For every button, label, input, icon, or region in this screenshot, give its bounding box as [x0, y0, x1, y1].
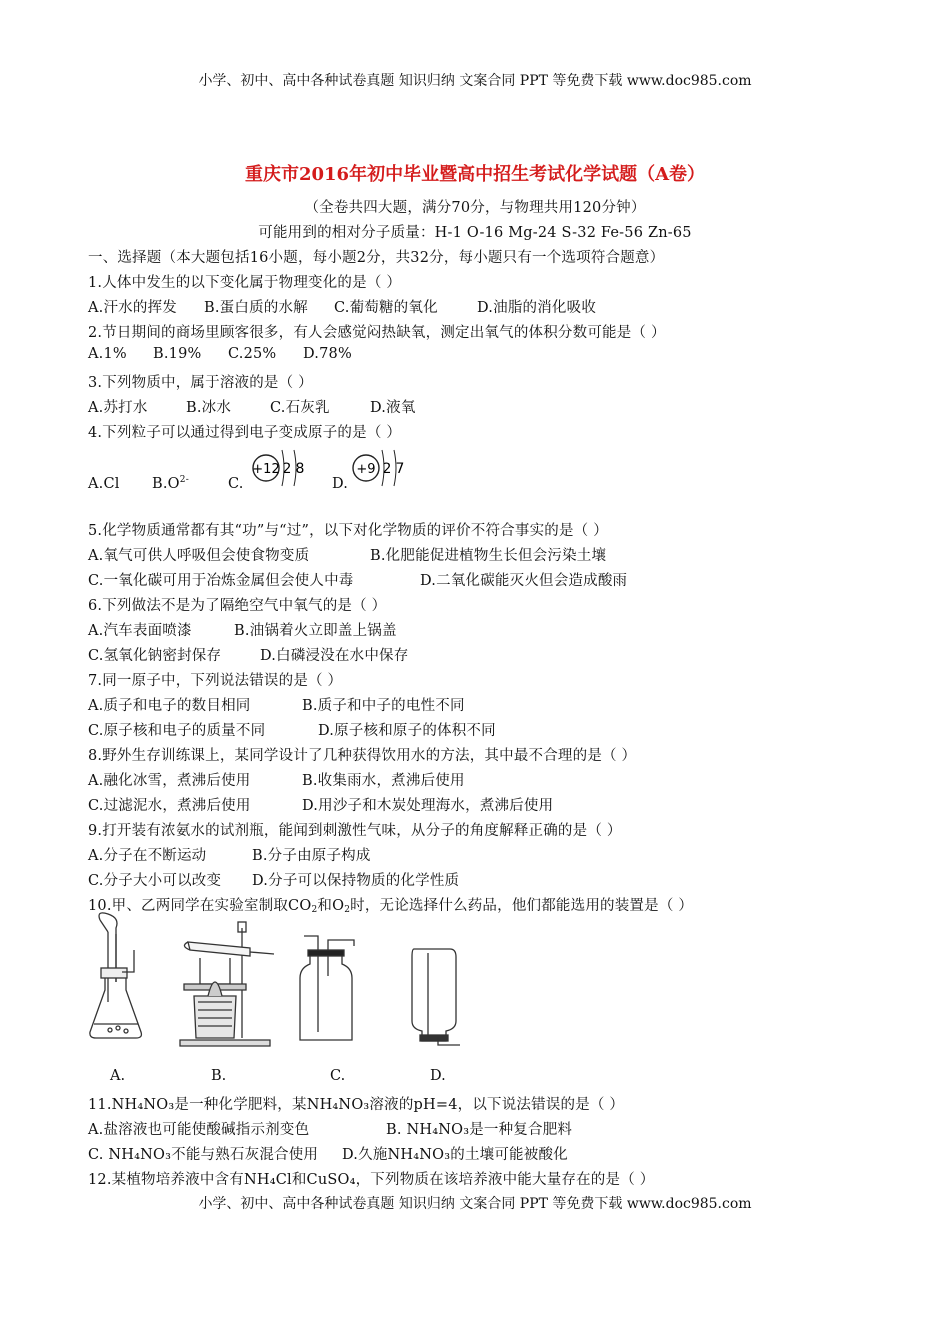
- q5-stem: 5.化学物质通常都有其“功”与“过”，以下对化学物质的评价不符合事实的是（ ）: [88, 523, 608, 539]
- q11-option-c[interactable]: C. NH₄NO₃不能与熟石灰混合使用: [88, 1147, 319, 1163]
- q6-options-row2: [88, 644, 408, 665]
- q10-stem-post: 时，无论选择什么药品，他们都能选用的装置是（ ）: [350, 898, 694, 914]
- q1-options: [88, 296, 596, 317]
- q9-option-b[interactable]: B.分子由原子构成: [252, 848, 371, 864]
- q1-option-d[interactable]: D.油脂的消化吸收: [477, 300, 597, 316]
- q3-options: [88, 396, 416, 417]
- q9-options-row2: [88, 869, 459, 890]
- q3-option-c[interactable]: C.石灰乳: [270, 400, 330, 416]
- q3-option-a[interactable]: A.苏打水: [88, 400, 148, 416]
- q3-option-d[interactable]: D.液氧: [370, 400, 416, 416]
- q4-option-d[interactable]: D.: [332, 475, 349, 492]
- q2-option-b[interactable]: B.19%: [153, 346, 202, 362]
- q1-option-a[interactable]: A.汗水的挥发: [88, 300, 177, 316]
- q7-options-row1: [88, 694, 465, 715]
- q11-option-b[interactable]: B. NH₄NO₃是一种复合肥料: [386, 1122, 573, 1138]
- q10-stem-mid: 和O: [317, 898, 345, 914]
- atom-c-shell2: 8: [295, 461, 305, 477]
- q2-option-c[interactable]: C.25%: [228, 346, 277, 362]
- q11-option-d[interactable]: D.久施NH₄NO₃的土壤可能被酸化: [342, 1147, 568, 1163]
- q5-options-row2: [88, 569, 627, 590]
- q10-option-a[interactable]: A.: [110, 1068, 126, 1084]
- q7-options-row2: [88, 719, 496, 740]
- subtitle: （全卷共四大题，满分70分，与物理共用120分钟）: [304, 200, 646, 216]
- page-title: 重庆市2016年初中毕业暨高中招生考试化学试题（A卷）: [244, 164, 706, 185]
- apparatus-c-icon: [296, 932, 366, 1047]
- q10-sub-o2: 2: [344, 905, 351, 915]
- q2-option-d[interactable]: D.78%: [303, 346, 352, 362]
- q6-options-row1: [88, 619, 397, 640]
- q2-stem: 2.节日期间的商场里顾客很多，有人会感觉闷热缺氧，测定出氧气的体积分数可能是（ ）: [88, 325, 666, 341]
- q7-option-b[interactable]: B.质子和中子的电性不同: [302, 698, 465, 714]
- q11-options-row2: [88, 1143, 568, 1164]
- q9-option-d[interactable]: D.分子可以保持物质的化学性质: [252, 873, 460, 889]
- q9-option-c[interactable]: C.分子大小可以改变: [88, 873, 222, 889]
- q7-stem: 7.同一原子中，下列说法错误的是（ ）: [88, 673, 343, 689]
- q7-option-d[interactable]: D.原子核和原子的体积不同: [318, 723, 496, 739]
- q5-option-a[interactable]: A.氧气可供人呼吸但会使食物变质: [88, 548, 310, 564]
- q6-option-b[interactable]: B.油锅着火立即盖上锅盖: [234, 623, 397, 639]
- q8-option-a[interactable]: A.融化冰雪，煮沸后使用: [88, 773, 251, 789]
- section-heading: 一、选择题（本大题包括16小题，每小题2分，共32分，每小题只有一个选项符合题意）: [88, 250, 665, 266]
- q9-option-a[interactable]: A.分子在不断运动: [88, 848, 207, 864]
- q6-option-d[interactable]: D.白磷浸没在水中保存: [260, 648, 409, 664]
- q5-option-b[interactable]: B.化肥能促进植物生长但会污染土壤: [370, 548, 607, 564]
- q10-sub-co2: 2: [311, 905, 318, 915]
- atomic-masses: 可能用到的相对分子质量：H-1 O-16 Mg-24 S-32 Fe-56 Zn-65: [258, 225, 692, 241]
- q11-stem: 11.NH₄NO₃是一种化学肥料，某NH₄NO₃溶液的pH=4，以下说法错误的是（ ）: [88, 1097, 625, 1113]
- q1-option-c[interactable]: C.葡萄糖的氧化: [334, 300, 438, 316]
- q5-option-c[interactable]: C.一氧化碳可用于冶炼金属但会使人中毒: [88, 573, 354, 589]
- q9-stem: 9.打开装有浓氨水的试剂瓶，能闻到刺激性气味，从分子的角度解释正确的是（ ）: [88, 823, 622, 839]
- q6-option-a[interactable]: A.汽车表面喷漆: [88, 623, 192, 639]
- q8-options-row1: [88, 769, 465, 790]
- atom-structure-c-icon: [250, 442, 310, 490]
- q8-options-row2: [88, 794, 553, 815]
- q4-option-a[interactable]: A.Cl: [88, 475, 120, 492]
- q4-option-c[interactable]: C.: [228, 475, 244, 492]
- q4-option-b[interactable]: [152, 475, 228, 492]
- q3-option-b[interactable]: B.冰水: [186, 400, 232, 416]
- atom-d-nucleus: +9: [356, 462, 376, 477]
- atom-d-shell1: 2: [382, 461, 392, 477]
- q1-option-b[interactable]: B.蛋白质的水解: [204, 300, 308, 316]
- q6-option-c[interactable]: C.氢氧化钠密封保存: [88, 648, 222, 664]
- atom-c-nucleus: +12: [252, 462, 280, 477]
- apparatus-a-icon: [86, 912, 166, 1047]
- q4-option-b-charge: 2-: [179, 475, 189, 485]
- q8-stem: 8.野外生存训练课上，某同学设计了几种获得饮用水的方法，其中最不合理的是（ ）: [88, 748, 637, 764]
- page-header: 小学、初中、高中各种试卷真题 知识归纳 文案合同 PPT 等免费下载 www.doc985.com: [198, 73, 752, 89]
- q12-stem: 12.某植物培养液中含有NH₄Cl和CuSO₄，下列物质在该培养液中能大量存在的是（ ）: [88, 1172, 655, 1188]
- atom-structure-d-icon: [350, 442, 410, 490]
- q11-option-a[interactable]: A.盐溶液也可能使酸碱指示剂变色: [88, 1122, 310, 1138]
- q10-option-c[interactable]: C.: [330, 1068, 346, 1084]
- q2-options: [88, 346, 352, 362]
- q6-stem: 6.下列做法不是为了隔绝空气中氧气的是（ ）: [88, 598, 387, 614]
- q4-option-b-text: B.O: [152, 475, 180, 492]
- page-footer: 小学、初中、高中各种试卷真题 知识归纳 文案合同 PPT 等免费下载 www.doc985.com: [198, 1196, 752, 1212]
- atom-c-shell1: 2: [282, 461, 292, 477]
- q8-option-c[interactable]: C.过滤泥水，煮沸后使用: [88, 798, 251, 814]
- apparatus-d-icon: [400, 945, 470, 1050]
- apparatus-b-icon: [170, 918, 280, 1048]
- q5-option-d[interactable]: D.二氧化碳能灭火但会造成酸雨: [420, 573, 628, 589]
- q10-stem: [88, 894, 693, 915]
- q10-stem-pre: 10.甲、乙两同学在实验室制取CO: [88, 898, 312, 914]
- q10-option-d[interactable]: D.: [430, 1068, 446, 1084]
- q9-options-row1: [88, 844, 371, 865]
- q2-option-a[interactable]: A.1%: [88, 346, 127, 362]
- q8-option-d[interactable]: D.用沙子和木炭处理海水，煮沸后使用: [302, 798, 554, 814]
- q8-option-b[interactable]: B.收集雨水，煮沸后使用: [302, 773, 465, 789]
- q7-option-a[interactable]: A.质子和电子的数目相同: [88, 698, 251, 714]
- q4-stem: 4.下列粒子可以通过得到电子变成原子的是（ ）: [88, 425, 402, 441]
- q7-option-c[interactable]: C.原子核和电子的质量不同: [88, 723, 266, 739]
- q5-options-row1: [88, 544, 606, 565]
- q10-option-b[interactable]: B.: [211, 1068, 227, 1084]
- q11-options-row1: [88, 1118, 572, 1139]
- q3-stem: 3.下列物质中，属于溶液的是（ ）: [88, 375, 313, 391]
- q1-stem: 1.人体中发生的以下变化属于物理变化的是（ ）: [88, 275, 402, 291]
- atom-d-shell2: 7: [395, 461, 405, 477]
